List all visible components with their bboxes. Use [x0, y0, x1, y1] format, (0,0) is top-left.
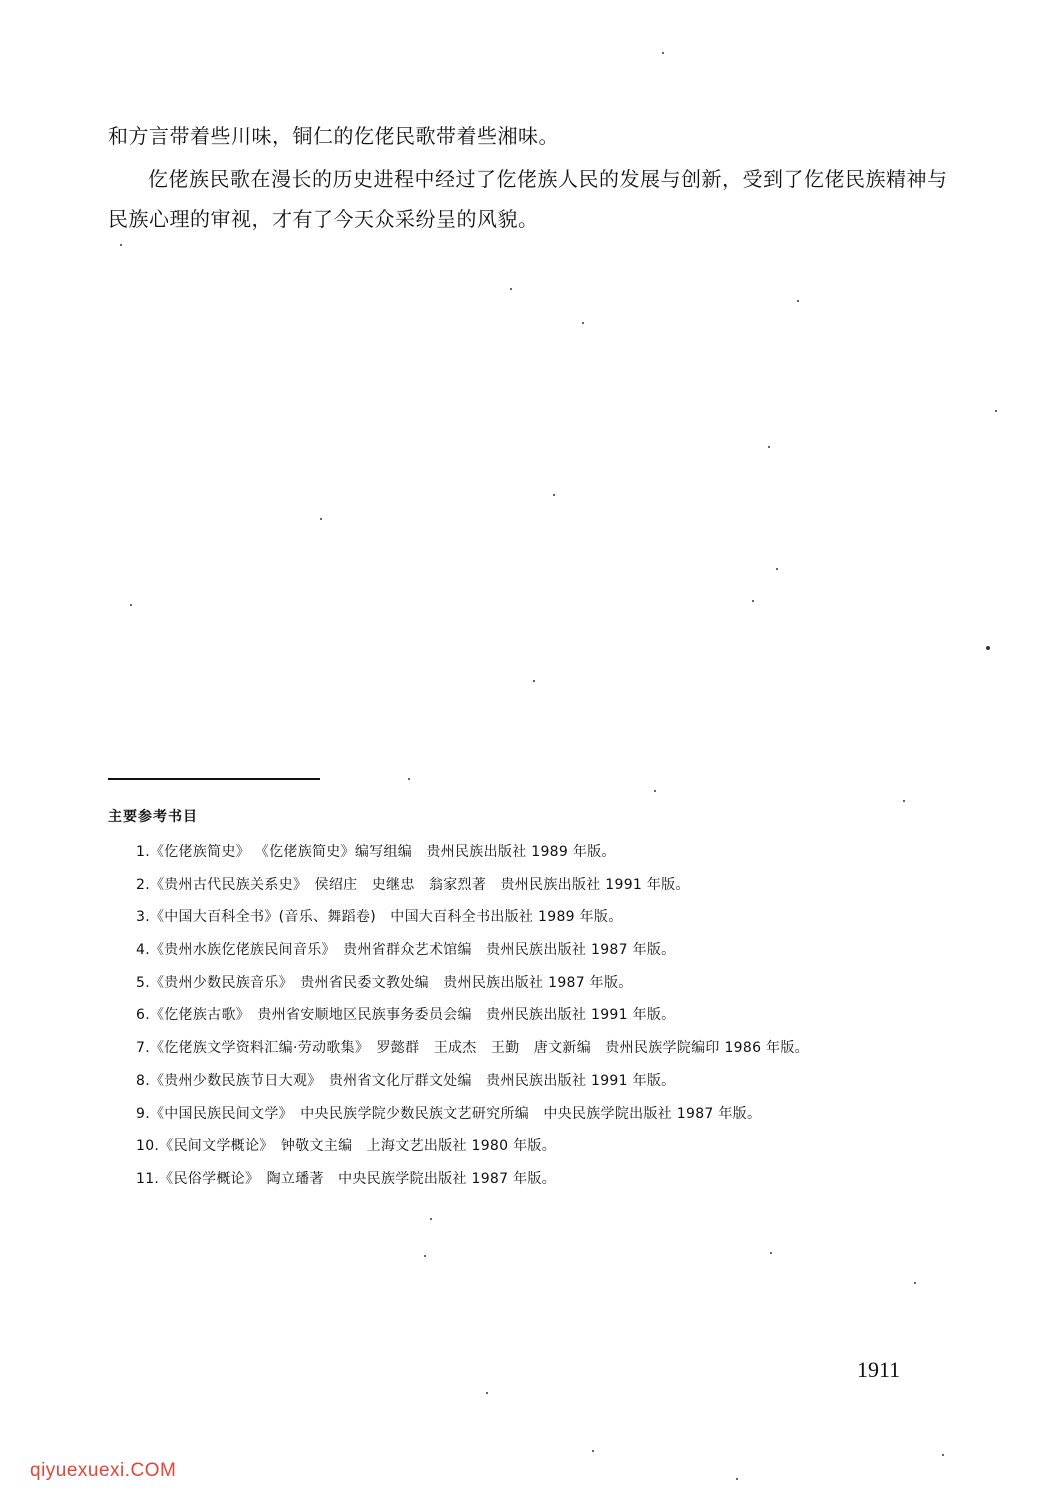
scan-speck: [995, 410, 997, 412]
scan-speck: [797, 300, 799, 302]
scan-speck: [120, 244, 122, 246]
scan-speck: [424, 1255, 426, 1257]
reference-item: 4.《贵州水族仡佬族民间音乐》 贵州省群众艺术馆编 贵州民族出版社 1987 年版。: [136, 942, 676, 959]
scan-speck: [903, 800, 905, 802]
scan-speck: [736, 1478, 738, 1480]
scan-speck: [592, 1450, 594, 1452]
scan-speck: [752, 600, 754, 602]
references-heading: 主要参考书目: [108, 809, 198, 825]
scan-speck: [582, 322, 584, 324]
scan-speck: [770, 1252, 772, 1254]
reference-item: 2.《贵州古代民族关系史》 侯绍庄 史继忠 翁家烈著 贵州民族出版社 1991 年版。: [136, 876, 690, 893]
scan-speck: [510, 288, 512, 290]
scan-speck: [408, 778, 410, 780]
reference-item: 9.《中国民族民间文学》 中央民族学院少数民族文艺研究所编 中央民族学院出版社 1987 年版。: [136, 1105, 762, 1122]
scan-speck: [320, 518, 322, 520]
body-paragraph-1: 和方言带着些川味，铜仁的仡佬民歌带着些湘味。: [108, 124, 559, 148]
reference-item: 8.《贵州少数民族节日大观》 贵州省文化厅群文处编 贵州民族出版社 1991 年版。: [136, 1072, 676, 1089]
reference-item: 11.《民俗学概论》 陶立璠著 中央民族学院出版社 1987 年版。: [136, 1170, 556, 1187]
scan-speck: [662, 52, 664, 54]
scan-speck: [986, 646, 990, 650]
references-list: [136, 840, 936, 1200]
scan-speck: [430, 1218, 432, 1220]
scan-speck: [768, 446, 770, 448]
body-paragraph-2: 仡佬族民歌在漫长的历史进程中经过了仡佬族人民的发展与创新，受到了仡佬民族精神与民族心理的审视，才有了今天众采纷呈的风貌。: [108, 167, 948, 231]
reference-item: 6.《仡佬族古歌》 贵州省安顺地区民族事务委员会编 贵州民族出版社 1991 年版。: [136, 1007, 676, 1024]
footnote-divider: [108, 778, 320, 780]
scan-speck: [130, 604, 132, 606]
reference-item: 5.《贵州少数民族音乐》 贵州省民委文教处编 贵州民族出版社 1987 年版。: [136, 974, 633, 991]
reference-item: 3.《中国大百科全书》(音乐、舞蹈卷) 中国大百科全书出版社 1989 年版。: [136, 909, 623, 926]
reference-item: 10.《民间文学概论》 钟敬文主编 上海文艺出版社 1980 年版。: [136, 1138, 556, 1155]
reference-item: 7.《仡佬族文学资料汇编·劳动歌集》 罗懿群 王成杰 王勤 唐文新编 贵州民族学院编印 1986 年版。: [136, 1040, 809, 1057]
site-watermark: qiyuexuexi.COM: [30, 1460, 177, 1481]
scan-speck: [486, 1392, 488, 1394]
page-number: 1911: [857, 1357, 901, 1382]
scan-speck: [914, 1282, 916, 1284]
scan-speck: [654, 790, 656, 792]
scan-speck: [942, 1454, 944, 1456]
scan-speck: [776, 568, 778, 570]
scan-speck: [533, 680, 535, 682]
scan-speck: [553, 494, 555, 496]
reference-item: 1.《仡佬族简史》 《仡佬族简史》编写组编 贵州民族出版社 1989 年版。: [136, 844, 616, 860]
